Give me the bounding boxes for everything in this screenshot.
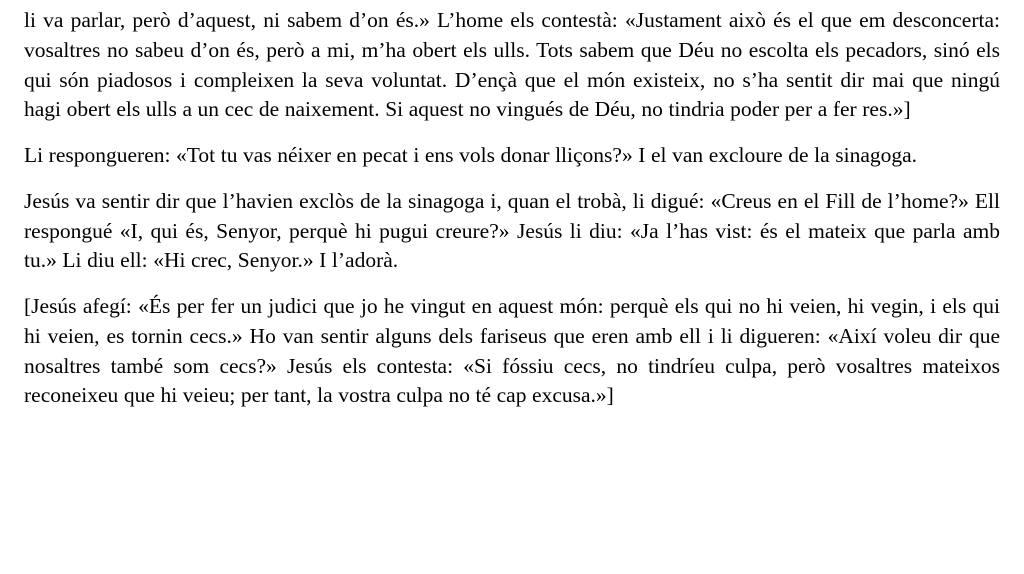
paragraph: Li respongueren: «Tot tu vas néixer en pecat i ens vols donar lliçons?» I el van excloure de la sinagoga.	[24, 143, 918, 168]
paragraph: Jesús va sentir dir que l’havien exclòs de la sinagoga i, quan el trobà, li digué: «Creus en el Fill de l’home?» Ell respongué «I, qui és, Senyor, perquè hi pugui creure?» Jesús li diu: «Ja l’has vist: és el mateix que parla amb tu.» Li diu ell: «Hi crec, Senyor.» I l’adorà.	[24, 188, 1000, 273]
paragraph: [Jesús afegí: «És per fer un judici que jo he vingut en aquest món: perquè els qui no hi veien, hi vegin, i els qui hi veien, es tornin cecs.» Ho van sentir alguns dels fariseus que eren amb ell i li digueren: «Així voleu dir que nosaltres també som cecs?» Jesús els contesta: «Si fóssiu cecs, no tindríeu culpa, però vosaltres mateixos reconeixeu que hi veieu; per tant, la vostra culpa no té cap excusa.»]	[24, 294, 1000, 408]
paragraph: li va parlar, però d’aquest, ni sabem d’on és.» L’home els contestà: «Justament això és el que em desconcerta: vosaltres no sabeu d’on és, però a mi, m’ha obert els ulls. Tots sabem que Déu no escolta els pecadors, sinó els qui són piadosos i compleixen la seva voluntat. D’ençà que el món existeix, no s’ha sentit dir mai que ningú hagi obert els ulls a un cec de naixement. Si aquest no vingués de Déu, no tindria poder per a fer res.»]	[24, 8, 1000, 122]
